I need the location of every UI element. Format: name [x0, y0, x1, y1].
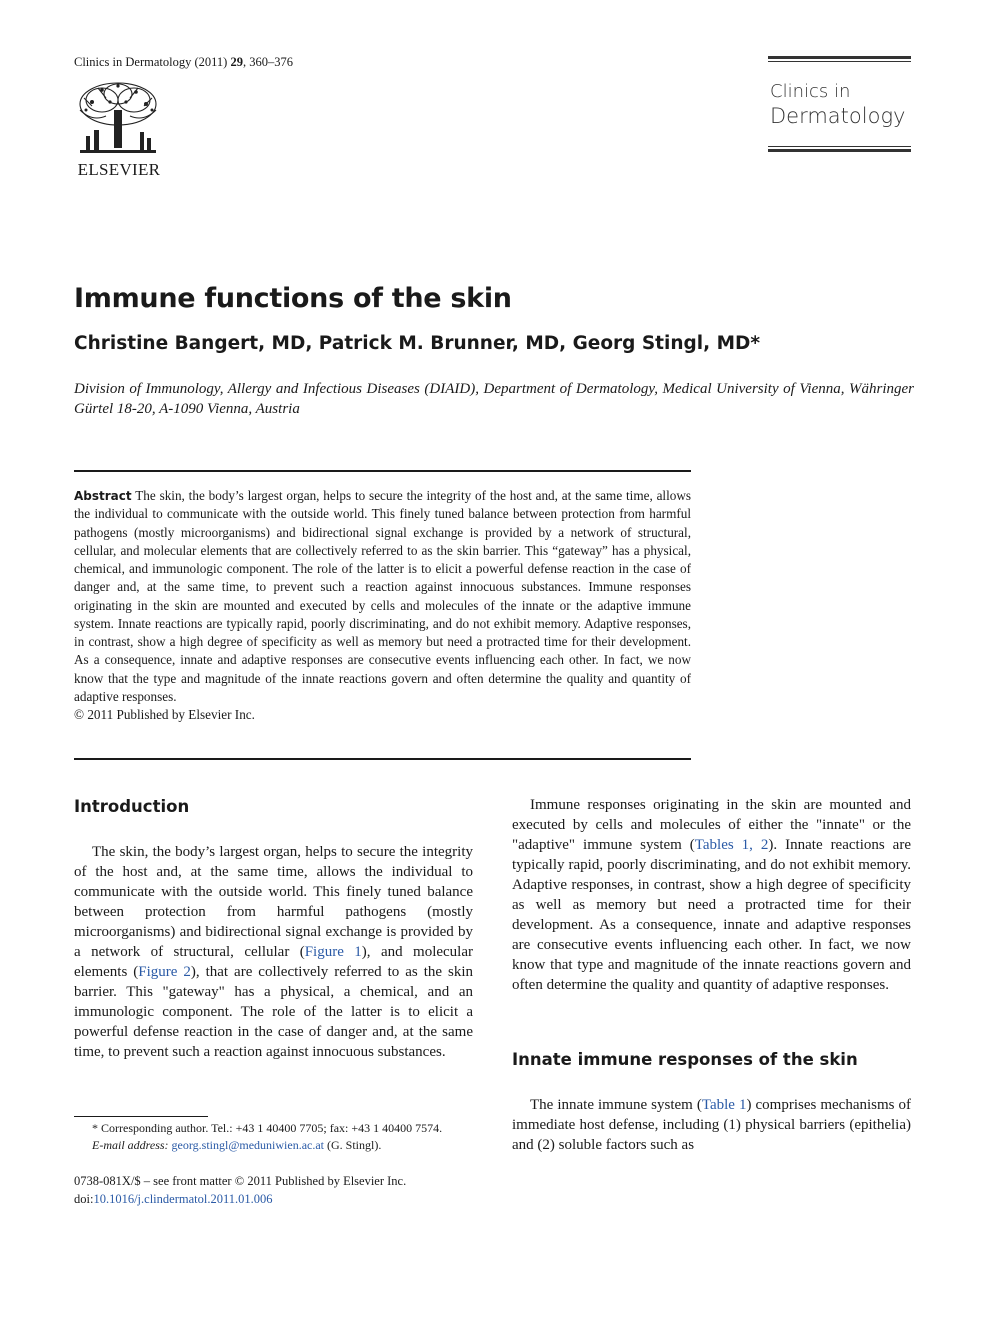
journal-brand-line1: Clinics in — [770, 81, 851, 102]
innate-immune-paragraph: The innate immune system (Table 1) comprises mechanisms of immediate host defense, including (1) physical barriers (epithelia) and (2) soluble factors such as — [512, 1097, 911, 1153]
journal-volume: 29 — [230, 55, 243, 69]
tables-1-2-link[interactable]: Tables 1, 2 — [694, 837, 769, 853]
footnote-email-line: E-mail address: georg.stingl@meduniwien.ac.at (G. Stingl). — [92, 1138, 382, 1152]
doi-link[interactable]: 10.1016/j.clindermatol.2011.01.006 — [93, 1192, 273, 1206]
abstract-text: The skin, the body’s largest organ, helps to secure the integrity of the host and, at the same time, allows the individual to communicate with the outside world. This finely tuned balance between protection from harmful pathogens (mostly microorganisms) and bidirectional signal exchange is provided by a network of structural, cellular, and molecular elements that are collectively referred to as the skin barrier. This “gateway” has a physical, chemical, and immunologic component. The role of the latter is to elicit a powerful defense reaction in the case of danger and, at the same time, to prevent such a reaction against innocuous substances. Immune responses originating in the skin are mounted and executed by cells and molecules of the innate or the adaptive immune system. Innate reactions are typically rapid, poorly discriminating, and do not exhibit memory. Adaptive responses, in contrast, show a high degree of specificity as well as memory but need a protracted time for their development. As a consequence, innate and adaptive responses are consecutive events influencing each other. In fact, we now know that the type and magnitude of the innate reactions govern and often determine the quality and quantity of adaptive responses. — [74, 488, 692, 704]
introduction-heading: Introduction — [74, 797, 190, 816]
elsevier-wordmark: ELSEVIER — [77, 160, 161, 179]
elsevier-tree-icon — [72, 80, 164, 158]
abstract-copyright: © 2011 Published by Elsevier Inc. — [74, 707, 255, 722]
figure-2-link[interactable]: Figure 2 — [138, 964, 191, 980]
introduction-paragraph: The skin, the body’s largest organ, helps to secure the integrity of the host and, at the same time, allows the individual to communicate with the outside world. This finely tuned balance between protection from harmful pathogens (mostly microorganisms) and bidirectional signal exchange is provided by a network of structural, cellular (Figure 1), and molecular elements (Figure 2), that are collectively referred to as the skin barrier. This "gateway" has a physical, a chemical, and an immunologic component. The role of the latter is to elicit a powerful defense reaction in the case of danger and, at the same time, to prevent such a reaction against innocuous substances. — [74, 844, 473, 1060]
corresponding-author-footnote — [74, 1120, 474, 1154]
journal-brand-line2: Dermatology — [770, 104, 906, 128]
footnote-contact: * Corresponding author. Tel.: +43 1 40400 7705; fax: +43 1 40400 7574. — [92, 1121, 443, 1135]
immune-responses-paragraph: Immune responses originating in the skin are mounted and executed by cells and molecules of either the "innate" or the "adaptive" immune system (Tables 1, 2). Innate reactions are typically rapid, poorly discriminating, and do not exhibit memory. Adaptive responses, in contrast, show a high degree of specificity as well as memory but need a protracted time for their development. As a consequence, innate and adaptive responses are consecutive events influencing each other. In fact, we now know that type and magnitude of the innate reactions govern and often determine the quality and quantity of adaptive responses. — [512, 797, 911, 993]
abstract-label: Abstract — [74, 489, 132, 503]
figure-1-link[interactable]: Figure 1 — [304, 944, 362, 960]
email-label: E-mail address: — [92, 1138, 169, 1152]
abstract — [74, 487, 691, 724]
abstract-top-rule — [74, 470, 691, 472]
innate-immune-heading: Innate immune responses of the skin — [512, 1050, 858, 1069]
article-authors: Christine Bangert, MD, Patrick M. Brunner, MD, Georg Stingl, MD* — [74, 333, 761, 354]
journal-reference: Clinics in Dermatology (2011) 29, 360–376 — [74, 55, 293, 69]
abstract-bottom-rule — [74, 758, 691, 760]
issn-block — [74, 1172, 406, 1208]
journal-brand — [768, 56, 911, 154]
elsevier-logo — [72, 80, 166, 182]
author-affiliation: Division of Immunology, Allergy and Infectious Diseases (DIAID), Department of Dermatology, Medical University of Vienna, Währinger Gürtel 18-20, A-1090 Vienna, Austria — [74, 381, 914, 417]
footnote-rule — [74, 1116, 208, 1117]
article-title: Immune functions of the skin — [74, 283, 512, 314]
table-1-link[interactable]: Table 1 — [701, 1097, 747, 1113]
issn-line: 0738-081X/$ – see front matter © 2011 Published by Elsevier Inc. — [74, 1174, 407, 1188]
doi-line: doi:10.1016/j.clindermatol.2011.01.006 — [74, 1192, 273, 1206]
email-link[interactable]: georg.stingl@meduniwien.ac.at — [171, 1138, 325, 1152]
